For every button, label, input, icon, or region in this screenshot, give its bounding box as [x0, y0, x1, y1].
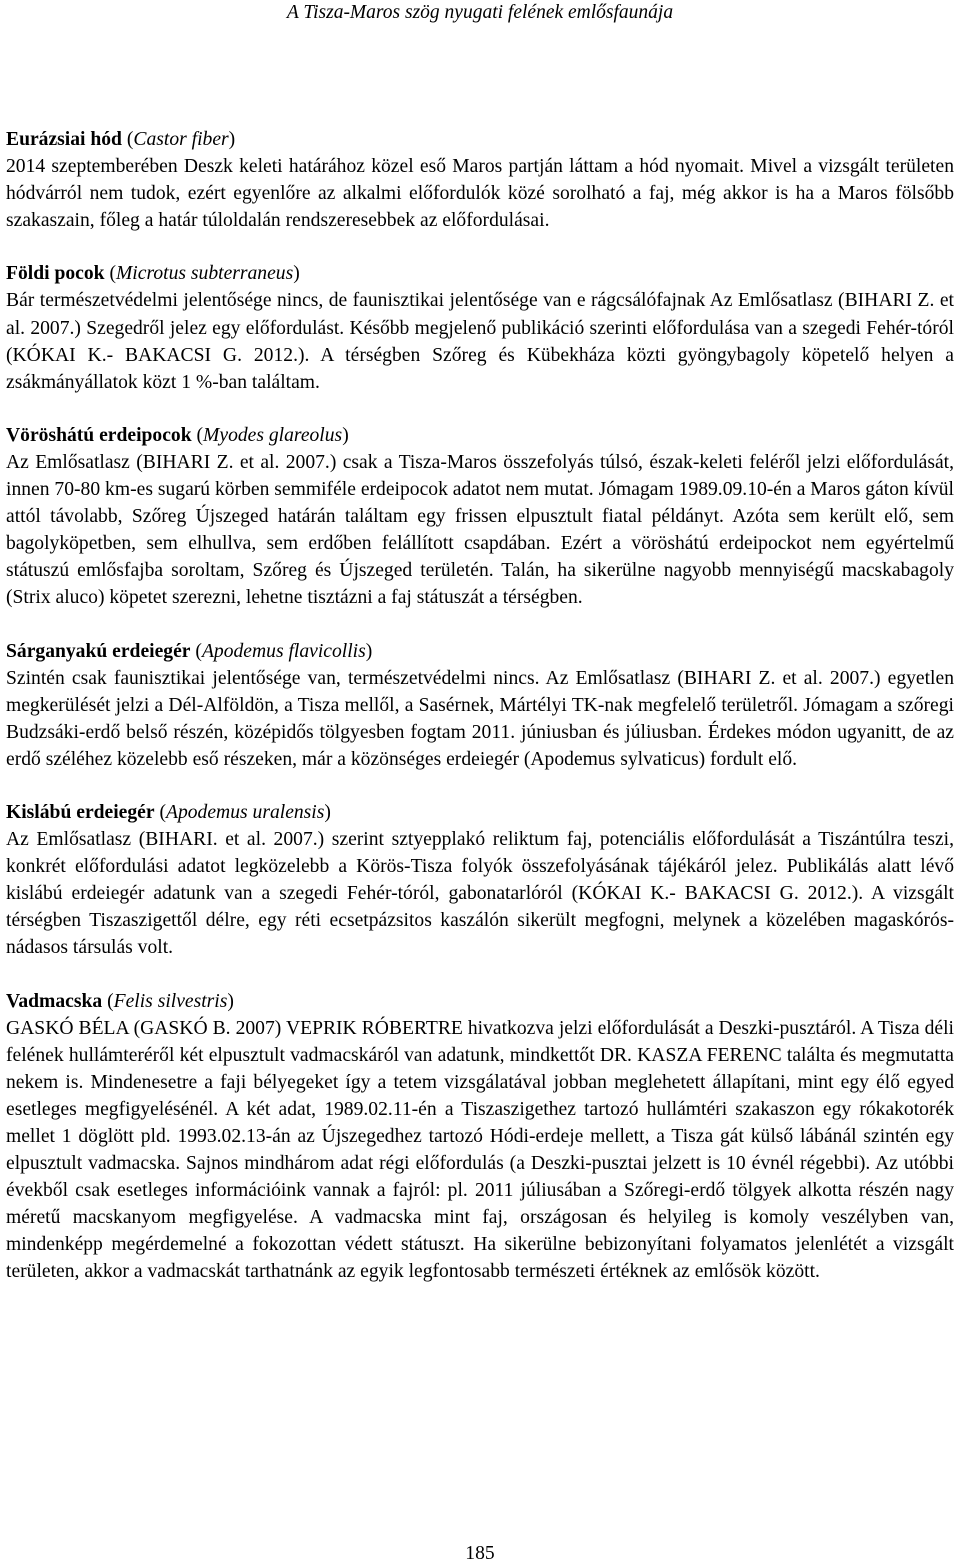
species-description: 2014 szeptemberében Deszk keleti határához közel eső Maros partján láttam a hód nyomait. Mivel a vizsgált területen hódvárról nem tudok, ezért egyenlőre az alkalmi előfordulók közé sorolható a faj, még akkor is ha a Maros fölsőbb szakaszain, főleg a határ túloldalán rendszeresebbek az előfordulásai. — [6, 156, 954, 232]
page-number: 185 — [465, 1543, 495, 1564]
running-header: A Tisza-Maros szög nyugati felének emlősfaunája — [286, 2, 674, 23]
species-common-name: Kislábú erdeiegér — [6, 801, 155, 823]
species-common-name: Sárganyakú erdeiegér — [6, 640, 191, 662]
species-entry-apodemus-flavicollis — [6, 638, 954, 773]
species-heading: Sárganyakú erdeiegér (Apodemus flavicollis) — [6, 640, 373, 662]
species-scientific-name: Apodemus flavicollis — [201, 640, 366, 662]
species-entry-castor-fiber — [6, 126, 954, 234]
species-heading: Vadmacska (Felis silvestris) — [6, 990, 234, 1012]
species-description: Az Emlősatlasz (BIHARI. et al. 2007.) szerint sztyepplakó reliktum faj, potenciális előfordulását a Tiszántúlra teszi, konkrét előfordulási adatot legközelebb a Körös-Tisza folyók összefolyásának tájékáról jelez. Publikálás alatt lévő kislábú erdeiegér adatunk van a szegedi Fehér-tóról, gabonatarlóról (KÓKAI K.- BAKACSI G. 2012.). A vizsgált térségben Tiszaszigettől délre, egy réti ecsetpázsitos kaszálón sikerült megfogni, melynek a közelében magaskórós-nádasos társulás volt. — [6, 829, 954, 959]
species-heading: Eurázsiai hód (Castor fiber) — [6, 129, 236, 150]
species-common-name: Vadmacska — [6, 990, 103, 1012]
species-description: GASKÓ BÉLA (GASKÓ B. 2007) VEPRIK RÓBERTRE hivatkozva jelzi előfordulását a Deszki-pusztáról. A Tisza déli felének hullámteréről két elpusztult vadmacskáról van adatunk, mindkettőt DR. KASZA FERENC találta és megmutatta nekem is. Mindenesetre a faji bélyegeket így a tetem vizsgálatával jobban meglehetett állapítani, mint egy élő egyed esetleges megfigyelésénél. A két adat, 1989.02.11-én a Tiszaszigethez tartozó hullámtéri szakaszon egy rókakotorék mellet 1 döglött pld. 1993.02.13-án az Újszegedhez tartozó Hódi-erdeje mellett, a Tisza gát külső lábánál szintén egy elpusztult vadmacska. Sajnos mindhárom adat régi előfordulás (a Deszki-pusztai jelzett is 10 évnél régebbi). Az utóbbi évekből csak esetleges információink vannak a fajról: pl. 2011 júliusában a Szőregi-erdő tölgyek alkotta részén nagy méretű macskanyom megfigyelése. A vadmacska mint faj, országosan és helyileg is komoly veszélyben van, mindenképp megérdemelné a fokozottan védett státuszt. Ha sikerülne bebizonyítani folyamatos jelenlétét a vizsgált területen, akkor a vadmacskát tarthatnánk az egyik legfontosabb természeti értéknek az emlősök között. — [6, 1017, 954, 1283]
species-common-name: Vöröshátú erdeipocok — [6, 424, 192, 446]
species-scientific-name: Apodemus uralensis — [166, 801, 325, 823]
species-scientific-name: Castor fiber — [133, 129, 229, 150]
species-scientific-name: Myodes glareolus — [203, 424, 343, 446]
page-body — [6, 126, 954, 1312]
species-heading: Kislábú erdeiegér (Apodemus uralensis) — [6, 801, 331, 823]
species-entry-felis-silvestris — [6, 988, 954, 1286]
species-entry-myodes-glareolus — [6, 422, 954, 612]
species-heading: Földi pocok (Microtus subterraneus) — [6, 263, 300, 285]
species-scientific-name: Microtus subterraneus — [115, 263, 294, 285]
species-description: Bár természetvédelmi jelentősége nincs, de faunisztikai jelentősége van e rágcsálófajnak Az Emlősatlasz (BIHARI Z. et al. 2007.) Szegedről jelez egy előfordulást. Később megjelenő publikáció szerinti előfordulása van a szegedi Fehér-tóról (KÓKAI K.- BAKACSI G. 2012.). A térségben Szőreg és Kübekháza közti gyöngybagoly köpetelő helyen a zsákmányállatok közt 1 %-ban találtam. — [6, 290, 954, 393]
species-description: Az Emlősatlasz (BIHARI Z. et al. 2007.) csak a Tisza-Maros összefolyás túlsó, észak-keleti feléről jelzi előfordulását, innen 70-80 km-es sugarú körben semmiféle erdeipocok adatot nem mutat. Jómagam 1989.09.10-én a Maros gáton kívül attól távolabb, Szőreg Újszeged határán találtam egy frissen elpusztult fiatal példányt. Azóta sem került elő, sem bagolyköpetben, sem elhullva, sem erdőben felállított csapdában. Ezért a vöröshátú erdeipockot nem egyértelmű státuszú emlősfajba soroltam, Szőreg és Újszeged területén. Talán, ha sikerülne nagyobb mennyiségű macskabagoly (Strix aluco) köpetet szerezni, lehetne tisztázni a faj státuszát a térségben. — [6, 451, 954, 609]
species-entry-apodemus-uralensis — [6, 799, 954, 962]
species-common-name: Földi pocok — [6, 263, 105, 285]
species-scientific-name: Felis silvestris — [113, 990, 228, 1012]
species-description: Szintén csak faunisztikai jelentősége van, természetvédelmi nincs. Az Emlősatlasz (BIHARI Z. et al. 2007.) egyetlen megkerülését jelzi a Dél-Alföldön, a Tisza mellől, a Sasérnek, Mártélyi TK-nak megfelelő területről. Jómagam a szőregi Budzsáki-erdő belső részén, középidős tölgyesben fogtam 2011. júniusban és júliusban. Érdekes módon ugyanitt, de az erdő széléhez közelebb eső részeken, már a közönséges erdeiegér (Apodemus sylvaticus) fordult elő. — [6, 667, 954, 770]
species-heading: Vöröshátú erdeipocok (Myodes glareolus) — [6, 424, 349, 446]
species-entry-microtus-subterraneus — [6, 260, 954, 395]
species-common-name: Eurázsiai hód — [6, 129, 122, 150]
